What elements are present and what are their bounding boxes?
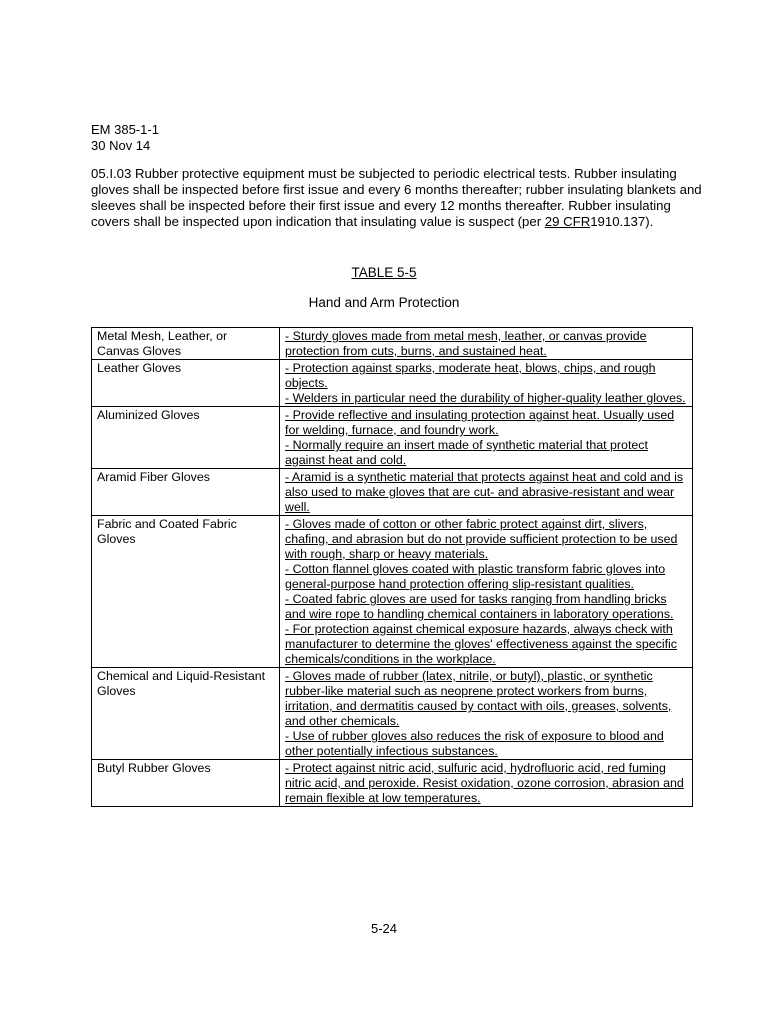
description-line: - Provide reflective and insulating protection against heat. Usually used for welding, furnace, and foundry work. [285,408,675,437]
table-row [92,360,693,407]
table-row [92,668,693,760]
paragraph-text: 05.I.03 Rubber protective equipment must be subjected to periodic electrical tests. Rubber insulating gloves shall be inspected before first issue and every 6 months thereafter; rubber insulating blankets and sleeves shall be inspected before their first issue and every 12 months thereafter. Rubber insulating covers shall be inspected upon indication that insulating value is suspect (per [91,166,702,229]
table-row [92,328,693,360]
description-line: - Protect against nitric acid, sulfuric acid, hydrofluoric acid, red fuming nitric acid, and peroxide. Resist oxidation, ozone corrosion, abrasion and remain flexible at low temperatures. [285,761,684,805]
glove-type-cell: Aluminized Gloves [92,407,280,469]
cfr-reference-link[interactable]: 29 CFR [544,214,591,229]
page-number: 5-24 [370,921,398,936]
description-line: - Coated fabric gloves are used for tasks ranging from handling bricks and wire rope to handling chemical containers in laboratory operations. [285,592,674,621]
glove-type-cell: Leather Gloves [92,360,280,407]
glove-type-cell: Fabric and Coated Fabric Gloves [92,516,280,668]
glove-description-cell [280,469,693,516]
description-line: - Welders in particular need the durability of higher-quality leather gloves. [285,391,686,405]
table-title: Hand and Arm Protection [308,295,460,310]
glove-description-cell [280,360,693,407]
table-number: TABLE 5-5 [351,265,417,280]
description-line: - For protection against chemical exposure hazards, always check with manufacturer to determine the gloves' effectiveness against the specific chemicals/conditions in the workplace. [285,622,677,666]
document-date: 30 Nov 14 [91,138,151,153]
description-line: - Gloves made of rubber (latex, nitrile, or butyl), plastic, or synthetic rubber-like material such as neoprene protect workers from burns, irritation, and dermatitis caused by contact with oils, greases, solvents, and other chemicals. [285,669,672,728]
table-row [92,407,693,469]
description-line: - Gloves made of cotton or other fabric protect against dirt, slivers, chafing, and abrasion but do not provide sufficient protection to be used with rough, sharp or heavy materials. [285,517,678,561]
glove-description-cell [280,760,693,807]
description-line: - Normally require an insert made of synthetic material that protect against heat and cold. [285,438,648,467]
glove-description-cell [280,516,693,668]
description-line: - Aramid is a synthetic material that protects against heat and cold and is also used to make gloves that are cut- and abrasive-resistant and wear well. [285,470,684,514]
table-row [92,469,693,516]
description-line: - Use of rubber gloves also reduces the risk of exposure to blood and other potentially infectious substances. [285,729,664,758]
table-row [92,760,693,807]
hand-arm-protection-table [91,327,693,807]
glove-description-cell [280,407,693,469]
description-line: - Sturdy gloves made from metal mesh, leather, or canvas provide protection from cuts, burns, and sustained heat. [285,329,647,358]
paragraph-05-i-03 [91,166,711,230]
document-id: EM 385-1-1 [91,122,159,137]
glove-description-cell [280,668,693,760]
table-row [92,516,693,668]
description-line: - Protection against sparks, moderate heat, blows, chips, and rough objects. [285,361,656,390]
glove-type-cell: Metal Mesh, Leather, or Canvas Gloves [92,328,280,360]
glove-type-cell: Aramid Fiber Gloves [92,469,280,516]
glove-type-cell: Butyl Rubber Gloves [92,760,280,807]
glove-type-cell: Chemical and Liquid-Resistant Gloves [92,668,280,760]
paragraph-text-end: 1910.137). [590,214,654,229]
glove-description-cell [280,328,693,360]
description-line: - Cotton flannel gloves coated with plastic transform fabric gloves into general-purpose hand protection offering slip-resistant qualities. [285,562,666,591]
